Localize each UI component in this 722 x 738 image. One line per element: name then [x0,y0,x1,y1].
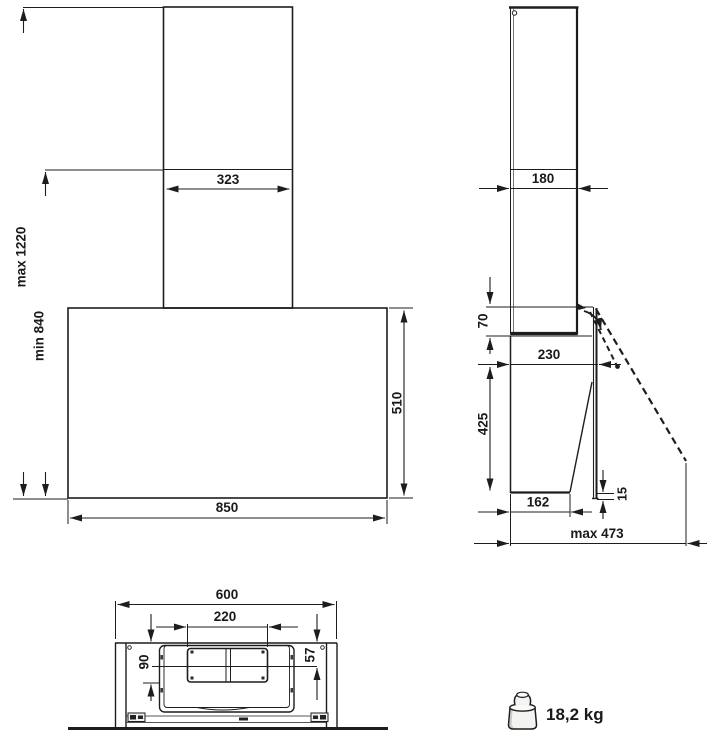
dim-duct-depth-label: 90 [136,654,152,670]
duct-outlet-box [188,649,268,683]
dim-chimney-width [167,172,290,189]
chimney-front [164,7,293,308]
dim-min-height-label: min 840 [31,310,47,362]
dim-front-height [476,367,491,491]
front-view [13,7,413,524]
mounting-clip-right [311,713,328,722]
dim-duct-width [156,609,298,647]
side-screw [161,688,164,693]
duct-screw [262,677,265,680]
open-panel-dashed-max [596,309,686,461]
dim-max-open-depth-label: max 473 [570,526,624,541]
bottom-view [68,587,388,729]
dim-max-height [14,9,29,496]
dim-body-height-label: 510 [389,391,405,415]
side-view [474,7,707,546]
weight-label: 18,2 kg [546,705,604,724]
dim-chimney-depth [479,171,608,189]
dim-duct-offset [303,614,318,700]
dim-bottom-depth-label: 162 [526,494,550,510]
dim-chimney-overlap [476,277,491,354]
dim-body-width [68,500,387,524]
dim-panel-gap-label: 15 [615,487,630,501]
dim-bottom-depth [478,494,592,517]
weight-icon [508,692,536,729]
duct-screw [191,677,194,680]
side-screw [161,655,164,660]
dim-chimney-width-label: 323 [216,172,240,187]
mounting-clip-left [128,713,145,722]
dim-min-height [32,172,47,496]
chimney-screw [512,11,516,15]
hood-body-front [68,308,387,498]
dim-body-depth-label: 230 [537,347,561,362]
dim-panel-gap [597,470,629,519]
dim-front-height-label: 425 [475,412,491,436]
hood-bottom-slope [570,382,592,492]
dim-body-height [389,308,413,498]
dim-max-height-label: max 1220 [13,226,29,288]
weight-info [508,692,603,729]
duct-screw [191,651,194,654]
dim-duct-offset-label: 57 [302,647,318,663]
dim-chimney-depth-label: 180 [531,171,555,186]
duct-screw [262,651,265,654]
dim-max-open-depth [474,463,707,546]
dim-chimney-overlap-label: 70 [475,313,491,329]
corner-pin [321,646,325,650]
corner-pin [128,646,132,650]
side-screw [291,688,294,693]
dim-duct-width-label: 220 [213,609,237,624]
dim-body-width-label: 850 [215,500,239,515]
strip-center-mark [239,718,248,721]
side-screw [291,655,294,660]
dim-body-depth [478,347,621,365]
dim-total-width-label: 600 [215,587,239,602]
